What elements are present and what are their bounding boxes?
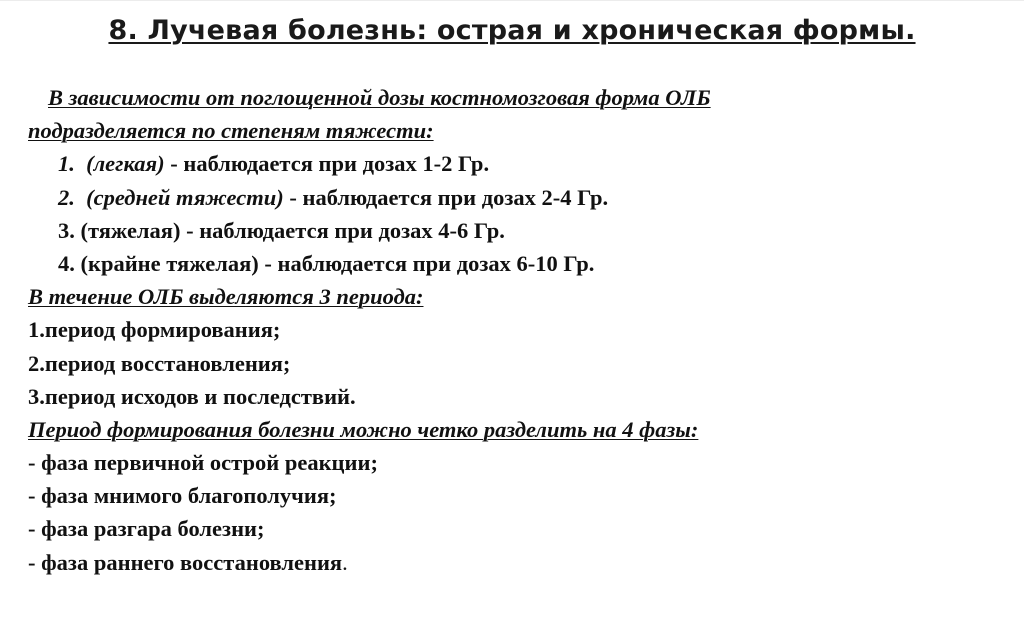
severity-rest: - наблюдается при дозах 1-2 Гр.	[164, 151, 490, 177]
phase-item: - фаза мнимого благополучия;	[28, 483, 337, 509]
phase-item: - фаза разгара болезни;	[28, 516, 265, 542]
severity-name: (тяжелая)	[80, 217, 181, 243]
severity-name: (средней тяжести)	[86, 184, 284, 210]
severity-item	[28, 247, 988, 280]
intro-line-2	[28, 114, 988, 147]
phases-heading	[28, 413, 988, 446]
severity-name: (крайне тяжелая)	[80, 250, 259, 276]
slide-title: 8. Лучевая болезнь: острая и хроническая формы.	[108, 15, 916, 46]
severity-rest: - наблюдается при дозах 6-10 Гр.	[258, 250, 595, 276]
severity-item	[28, 181, 988, 214]
intro-text-2: подразделяется по степеням тяжести:	[28, 118, 434, 144]
severity-rest: - наблюдается при дозах 4-6 Гр.	[180, 217, 505, 243]
phase-item	[28, 546, 988, 579]
intro-text-1: В зависимости от поглощенной дозы костномозговая форма ОЛБ	[48, 85, 711, 110]
severity-num: 4.	[58, 250, 75, 276]
period-item: 3.период исходов и последствий.	[28, 383, 356, 409]
periods-heading	[28, 280, 988, 313]
phase-item: - фаза первичной острой реакции;	[28, 450, 378, 476]
severity-item	[28, 147, 988, 180]
slide-body	[28, 81, 988, 579]
phase-item-dot: .	[342, 549, 348, 575]
intro-line-1	[28, 81, 988, 114]
periods-heading-text: В течение ОЛБ выделяются 3 периода:	[28, 284, 424, 310]
severity-name: (легкая)	[86, 151, 165, 177]
phase-item-text: - фаза раннего восстановления	[28, 549, 343, 575]
period-item: 2.период восстановления;	[28, 350, 291, 376]
phases-heading-text: Период формирования болезни можно четко разделить на 4 фазы:	[28, 416, 699, 442]
severity-num: 1.	[58, 151, 75, 177]
severity-rest: - наблюдается при дозах 2-4 Гр.	[283, 184, 609, 210]
severity-num: 2.	[58, 184, 75, 210]
severity-item	[28, 214, 988, 247]
period-item: 1.период формирования;	[28, 317, 281, 343]
severity-num: 3.	[58, 217, 75, 243]
